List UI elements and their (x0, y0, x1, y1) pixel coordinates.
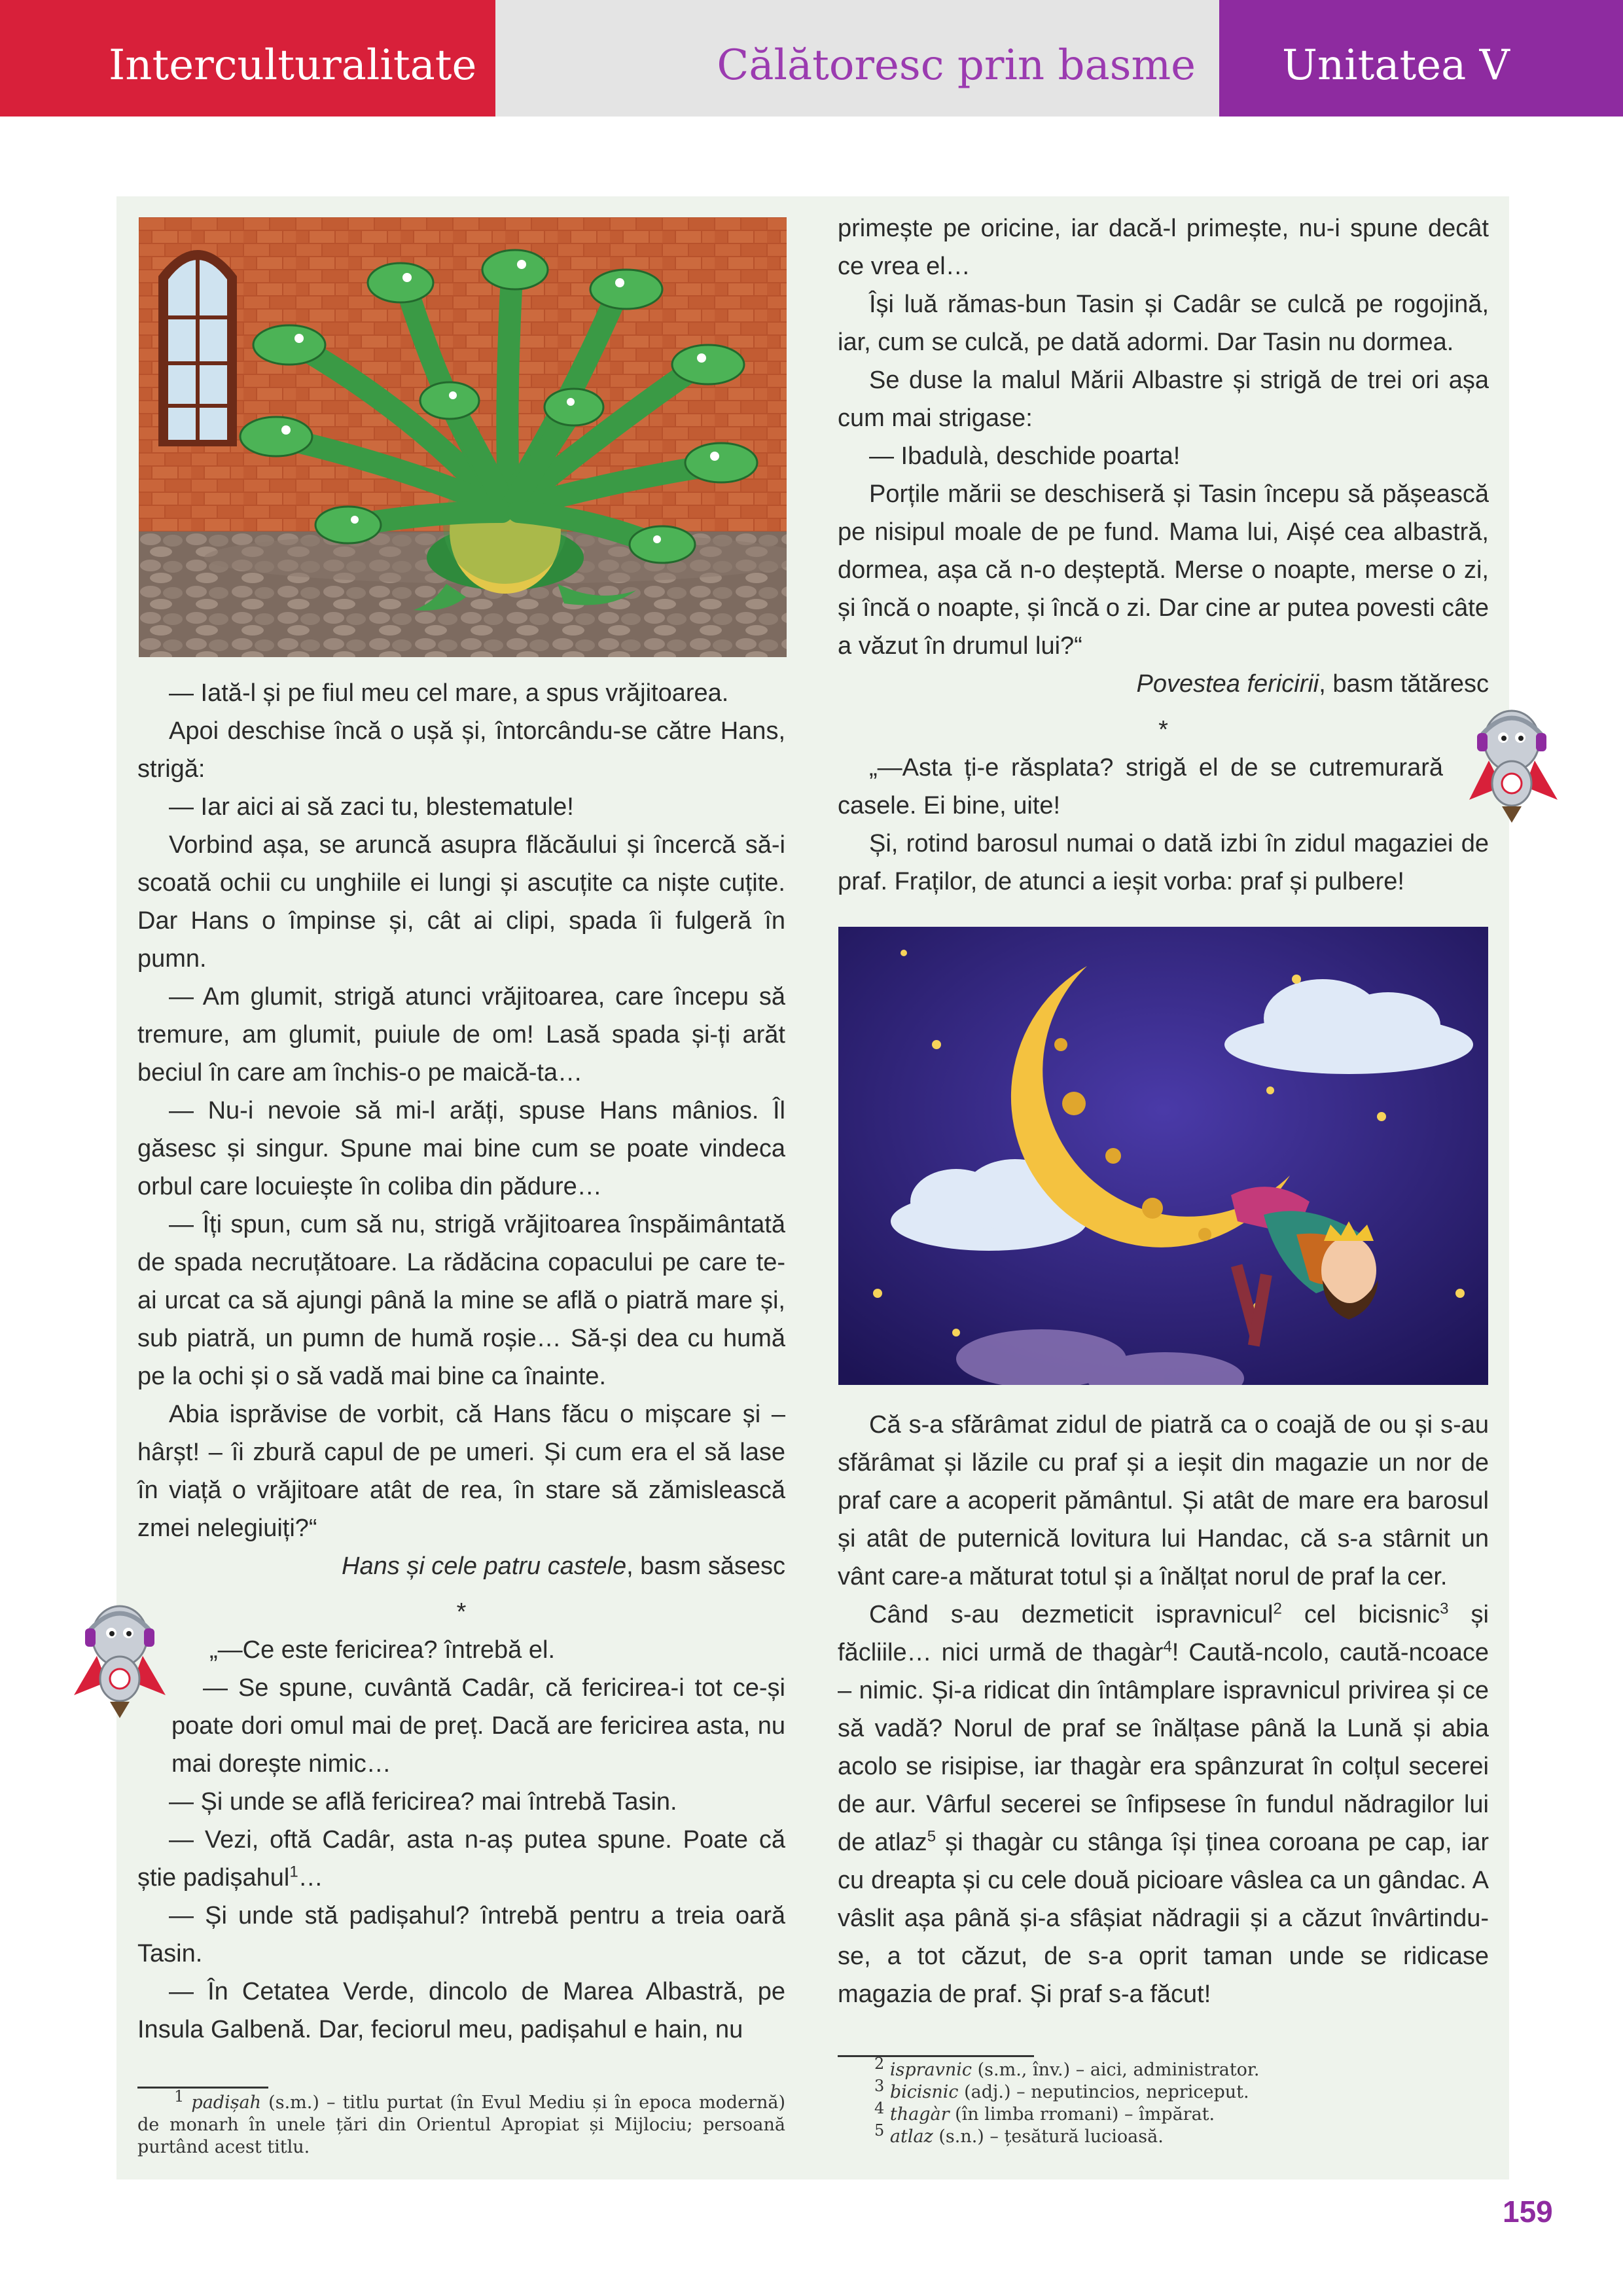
paragraph: Își luă rămas-bun Tasin și Cadâr se culcă pe rogojină, iar, cum se culcă, pe dată adormi. Dar Tasin nu dormea. (838, 291, 1489, 356)
footnote-term: padișah (191, 2092, 262, 2113)
header-title-tab (495, 0, 1219, 117)
footnote-ref: 4 (1163, 1638, 1172, 1656)
story-attribution (137, 1547, 785, 1585)
paragraph: „—Asta ți-e răsplata? strigă el de se cutremurară casele. Ei bine, uite! (838, 754, 1443, 819)
footnote-ref: 3 (1440, 1600, 1449, 1618)
story-title: Hans și cele patru castele (342, 1552, 627, 1580)
footnotes-left (137, 2087, 785, 2159)
paragraph-text: — Vezi, oftă Cadâr, asta n-aș putea spune. Poate că știe padișahul (137, 1826, 785, 1892)
footnote-rule (137, 2087, 268, 2089)
paragraph: Porțile mării se deschiseră și Tasin începu să pășească pe nisipul moale de pe fund. Mama lui, Aișé cea albastră, dormea, așa că n-o deșteptă. Merse o noapte, merse o zi, și încă o noapte, și încă o zi. Dar cine ar putea povesti câte a văzut în drumul lui?“ (838, 480, 1489, 660)
paragraph-text: și făcliile… nici urmă de thagàr (838, 1601, 1489, 1666)
footnote-text: (s.m.) – titlu purtat (în Evul Mediu și în epoca modernă) de monarh în unele țări din Orientul Apropiat și Mijlociu; persoană purtând acest titlu. (137, 2092, 785, 2157)
footnote-number: 1 (174, 2087, 185, 2106)
footnotes-right (874, 2054, 1489, 2148)
header-title-label: Călătoresc prin basme (717, 41, 1196, 90)
footnote-ref: 5 (927, 1827, 936, 1846)
footnote (137, 2087, 785, 2159)
paragraph: Apoi deschise încă o ușă și, întorcându-se către Hans, strigă: (137, 717, 785, 783)
right-column-text-lower (838, 1406, 1489, 2013)
paragraph: Abia isprăvise de vorbit, că Hans făcu o mișcare și – hârșt! – îi zbură capul de pe umeri. Și cum era el să lase în viață o vrăjitoare atât de rea, în stare să zămislească zmei nelegiuiți?“ (137, 1401, 785, 1542)
footnote-ref: 2 (1273, 1600, 1282, 1618)
story-origin: , basm tătăresc (1319, 670, 1489, 698)
paragraph: primește pe oricine, iar dacă-l primește, nu-i spune decât ce vrea el… (838, 215, 1489, 280)
footnote-term: atlaz (889, 2126, 933, 2147)
footnote-number: 4 (874, 2099, 885, 2117)
paragraph: Că s-a sfărâmat zidul de piatră ca o coajă de ou și s-au sfărâmat și lăzile cu praf și a ieșit din magazie un nor de praf care a acoperit pământul. Și atât de mare era barosul și atât de puternică lovitura lui Handac, că s-a stârnit un vânt care-a măturat totul și a înălțat norul de praf la cer. (838, 1411, 1489, 1590)
paragraph-text: și thagàr cu stânga își ținea coroana pe cap, iar cu dreapta și cu cele două picioare vâslea ca un gândac. A vâslit așa până și-a sfâșiat nădragii și a căzut învârtindu-se, a tot căzut, de s-a oprit taman unde se ridicase magazia de praf. Și praf s-a făcut! (838, 1829, 1489, 2008)
paragraph: — Iată-l și pe fiul meu cel mare, a spus vrăjitoarea. (169, 679, 729, 707)
footnote-text: (s.n.) – țesătură lucioasă. (933, 2126, 1164, 2147)
paragraph: — Iar aici ai să zaci tu, blestematule! (169, 793, 574, 821)
footnote-number: 3 (874, 2077, 885, 2095)
page-number: 159 (1503, 2195, 1553, 2229)
paragraph: Și, rotind barosul numai o dată izbi în zidul magaziei de praf. Fraților, de atunci a ieșit vorba: praf și pulbere! (838, 830, 1489, 895)
footnote (874, 2054, 1489, 2081)
footnote (874, 2099, 1489, 2126)
separator-star: * (1158, 716, 1168, 744)
paragraph-text: cel bicisnic (1281, 1601, 1440, 1628)
section-separator (838, 711, 1489, 749)
story-origin: , basm săsesc (626, 1552, 785, 1580)
paragraph: — Nu-i nevoie să mi-l arăți, spuse Hans mânios. Îl găsesc și singur. Spune mai bine cum se poate vindeca orbul care locuiește în coliba din pădure… (137, 1097, 785, 1200)
paragraph: — Ibadulà, deschide poarta! (869, 442, 1181, 470)
footnote-number: 2 (874, 2054, 885, 2073)
paragraph-text: Când s-au dezmeticit ispravnicul (869, 1601, 1274, 1628)
paragraph-text: … (298, 1864, 323, 1892)
dragon-illustration (139, 217, 787, 657)
footnote-rule (838, 2055, 1034, 2057)
story-title: Povestea fericirii (1136, 670, 1319, 698)
footnote-ref: 1 (289, 1863, 298, 1881)
header-section-label: Interculturalitate (109, 41, 477, 90)
paragraph (137, 1821, 785, 1897)
reading-mascot-icon (1463, 702, 1561, 826)
footnote-term: bicisnic (889, 2082, 959, 2102)
header-unit-label: Unitatea V (1282, 41, 1510, 90)
header-section-tab (0, 0, 495, 117)
footnote-term: thagàr (889, 2104, 950, 2125)
story-attribution (838, 665, 1489, 703)
page-header (0, 0, 1623, 117)
footnote-number: 5 (874, 2121, 885, 2140)
paragraph-text: ! Caută-ncolo, caută-ncoace – nimic. Și-a ridicat din întâmplare ispravnicul privirea și ce să vadă? Norul de praf se înălțase până la Lună și abia acolo se risipise, iar thagàr era spânzurat în colțul secerei de aur. Vârful secerei se înfipsese în fundul nădragilor lui de atlaz (838, 1639, 1489, 1856)
section-separator (137, 1593, 785, 1631)
header-unit-tab (1219, 0, 1623, 117)
paragraph: — Am glumit, strigă atunci vrăjitoarea, care începu să tremure, am glumit, puiule de om! Lasă spada și-ți arăt beciul în care am închis-o pe maică-ta… (137, 983, 785, 1086)
separator-star: * (456, 1598, 467, 1626)
footnote-text: (în limba rromani) – împărat. (949, 2104, 1215, 2125)
footnote-text: (s.m., înv.) – aici, administrator. (972, 2060, 1260, 2080)
moon-illustration (838, 927, 1488, 1385)
reading-mascot-icon (71, 1597, 169, 1721)
paragraph: — Și unde stă padișahul? întrebă pentru a treia oară Tasin. (137, 1902, 785, 1967)
footnote (874, 2077, 1489, 2104)
footnote (874, 2121, 1489, 2148)
paragraph: Vorbind așa, se aruncă asupra flăcăului și încercă să-i scoată ochii cu unghiile ei lungi și ascuțite ca niște cuțite. Dar Hans o împinse și, cât ai clipi, spada îi fulgeră în pumn. (137, 831, 785, 973)
paragraph: — Îți spun, cum să nu, strigă vrăjitoarea înspăimântată de spada necruțătoare. La rădăcina copacului pe care te-ai urcat ca să ajungi până la mine se află o piatră mare și, sub piatră, un pumn de humă roșie… Să-și dea cu humă pe la ochi și o să vadă mai bine ca înainte. (137, 1211, 785, 1390)
paragraph: — Se spune, cuvântă Cadâr, că fericirea-i tot ce-și poate dori omul mai de preț. Dacă are fericirea asta, nu mai dorește nimic… (171, 1674, 785, 1778)
footnote-text: (adj.) – neputincios, nepriceput. (958, 2082, 1249, 2102)
left-column-text (137, 674, 785, 2049)
paragraph: „—Ce este fericirea? întrebă el. (209, 1636, 556, 1664)
right-column-text (838, 209, 1489, 901)
paragraph: Se duse la malul Mării Albastre și strigă de trei ori așa cum mai strigase: (838, 367, 1489, 432)
paragraph: — Și unde se află fericirea? mai întrebă Tasin. (169, 1788, 677, 1816)
paragraph: — În Cetatea Verde, dincolo de Marea Albastră, pe Insula Galbenă. Dar, feciorul meu, padișahul e hain, nu (137, 1978, 785, 2043)
footnote-term: ispravnic (889, 2060, 972, 2080)
paragraph (838, 1596, 1489, 2013)
